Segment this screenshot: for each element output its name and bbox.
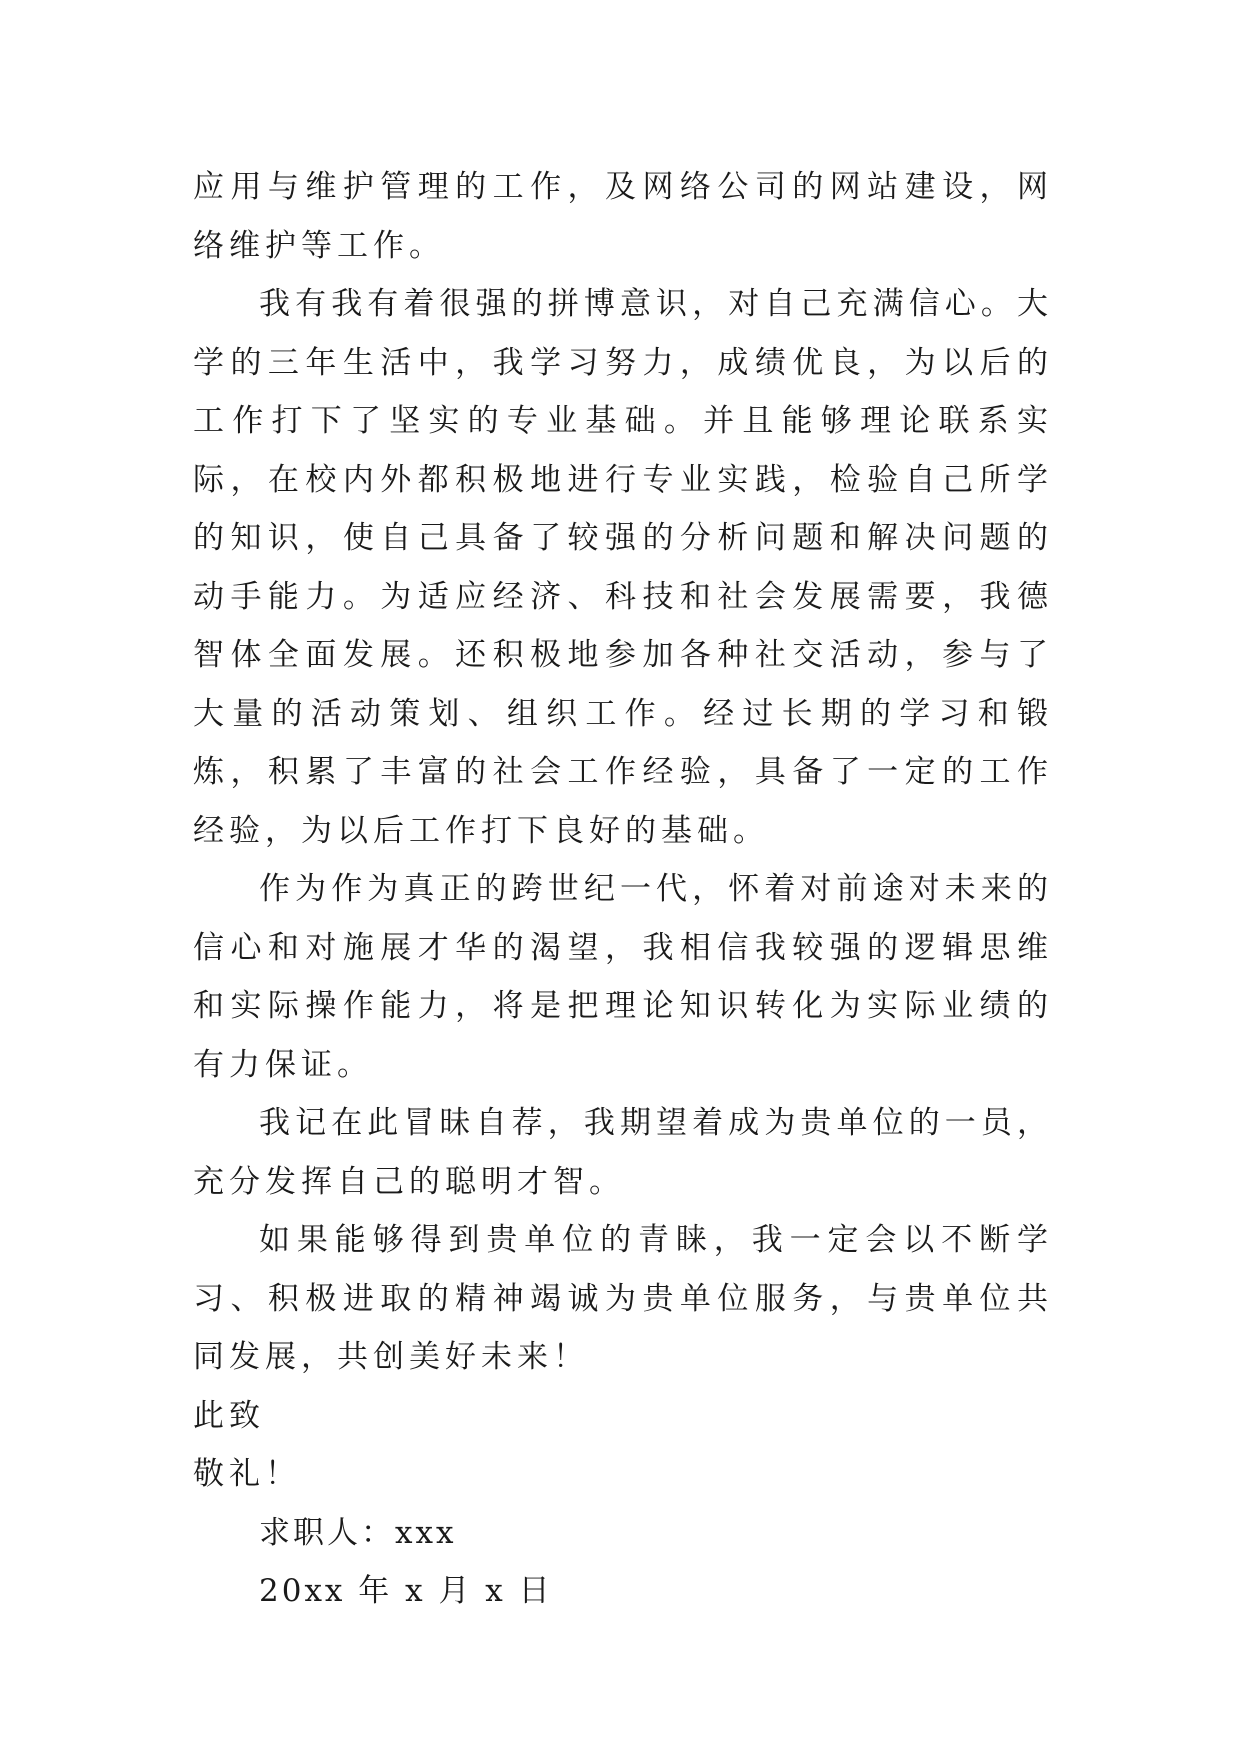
closing-regards: 敬礼！ [193,1456,301,1492]
paragraph-2: 我有我有着很强的拼博意识，对自己充满信心。大学的三年生活中，我学习努力，成绩优良，为以后的工作打下了坚实的专业基础。并且能够理论联系实际，在校内外都积极地进行专业实践，检验自己所学的知识，使自己具备了较强的分析问题和解决问题的动手能力。为适应经济、科技和社会发展需要，我德智体全面发展。还积极地参加各种社交活动，参与了大量的活动策划、组织工作。经过长期的学习和锻炼，积累了丰富的社会工作经验，具备了一定的工作经验，为以后工作打下良好的基础。 [193,286,1053,849]
closing-salutation: 此致 [193,1397,265,1434]
paragraph-4: 我记在此冒昧自荐，我期望着成为贵单位的一员，充分发挥自己的聪明才智。 [193,1105,1053,1200]
signature: 求职人：xxx [259,1514,457,1551]
paragraph-5: 如果能够得到贵单位的青睐，我一定会以不断学习、积极进取的精神竭诚为贵单位服务，与贵单位共同发展，共创美好未来！ [193,1222,1053,1375]
paragraph-3: 作为作为真正的跨世纪一代，怀着对前途对未来的信心和对施展才华的渴望，我相信我较强的逻辑思维和实际操作能力，将是把理论知识转化为实际业绩的有力保证。 [193,871,1053,1083]
letter-body [193,158,1053,1621]
paragraph-1: 应用与维护管理的工作，及网络公司的网站建设，网络维护等工作。 [193,169,1053,264]
letter-date: 20xx 年 x 月 x 日 [259,1573,553,1609]
